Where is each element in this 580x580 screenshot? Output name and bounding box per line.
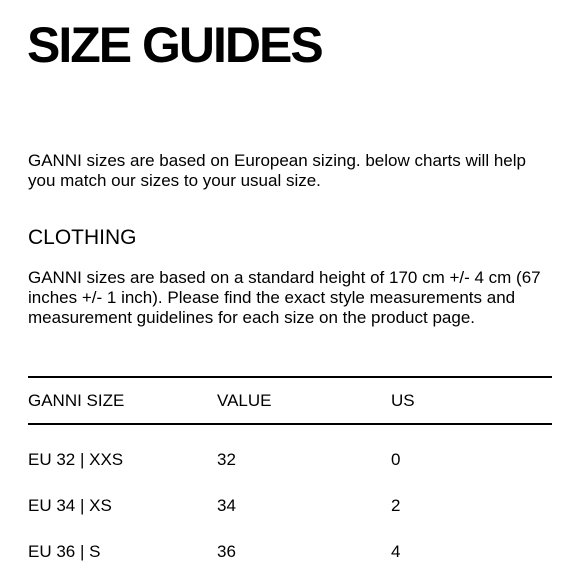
cell-ganni-size: EU 32 | XXS	[28, 450, 124, 469]
cell-us: 0	[391, 450, 401, 469]
cell-ganni-size: EU 34 | XS	[28, 496, 112, 515]
cell-us: 4	[391, 542, 401, 561]
clothing-heading: CLOTHING	[28, 226, 137, 249]
header-value: VALUE	[217, 391, 272, 410]
cell-value: 36	[217, 542, 236, 561]
table-top-divider	[28, 376, 552, 378]
cell-value: 32	[217, 450, 236, 469]
clothing-description: GANNI sizes are based on a standard height of 170 cm +/- 4 cm (67 inches +/- 1 inch). Please find the exact style measurements and measurement guidelines for each size on the product page.	[28, 268, 541, 327]
page-title: SIZE GUIDES	[27, 17, 322, 73]
cell-ganni-size: EU 36 | S	[28, 542, 101, 561]
header-us: US	[391, 391, 415, 410]
header-ganni-size: GANNI SIZE	[28, 391, 125, 410]
intro-text: GANNI sizes are based on European sizing. below charts will help you match our sizes to your usual size.	[28, 151, 526, 190]
table-header-divider	[28, 423, 552, 425]
cell-value: 34	[217, 496, 236, 515]
cell-us: 2	[391, 496, 401, 515]
